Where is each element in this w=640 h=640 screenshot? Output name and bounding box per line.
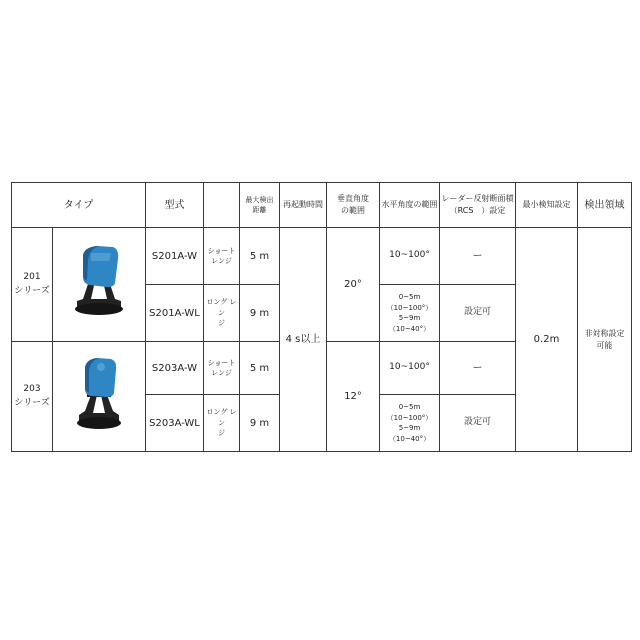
header-vertical-angle: 垂直角度 の範囲 bbox=[327, 183, 380, 228]
distance-cell: 5 m bbox=[240, 228, 280, 285]
horizontal-angle-cell: 0~5m （10~100°） 5~9m （10~40°） bbox=[380, 285, 440, 342]
model-cell: S203A-WL bbox=[146, 395, 204, 452]
model-cell: S203A-W bbox=[146, 342, 204, 395]
rcs-cell: 設定可 bbox=[440, 395, 516, 452]
restart-time-cell: 4 s以上 bbox=[280, 228, 327, 452]
series-name-201: 201 シリーズ bbox=[12, 228, 53, 342]
rcs-cell: 設定可 bbox=[440, 285, 516, 342]
model-cell: S201A-W bbox=[146, 228, 204, 285]
sensor-head bbox=[85, 358, 116, 397]
sensor-head bbox=[83, 246, 118, 287]
vertical-angle-203: 12° bbox=[327, 342, 380, 452]
header-detect-area: 検出領域 bbox=[578, 183, 632, 228]
header-row bbox=[12, 183, 632, 228]
spec-table bbox=[11, 182, 632, 452]
sensor-stand bbox=[77, 391, 121, 429]
radar-sensor-203-icon bbox=[69, 353, 129, 441]
range-type-cell: ロング レン ジ bbox=[204, 395, 240, 452]
rcs-cell: ー bbox=[440, 228, 516, 285]
product-image-203 bbox=[53, 342, 146, 452]
detect-area-cell: 非対称設定 可能 bbox=[578, 228, 632, 452]
model-cell: S201A-WL bbox=[146, 285, 204, 342]
range-type-cell: ショート レンジ bbox=[204, 228, 240, 285]
vertical-angle-201: 20° bbox=[327, 228, 380, 342]
radar-sensor-201-icon bbox=[69, 241, 129, 329]
range-type-cell: ショート レンジ bbox=[204, 342, 240, 395]
header-model: 型式 bbox=[146, 183, 204, 228]
header-rcs: レーダー反射断面積 （RCS ）設定 bbox=[440, 183, 516, 228]
series-name-203: 203 シリーズ bbox=[12, 342, 53, 452]
min-detect-cell: 0.2m bbox=[516, 228, 578, 452]
rcs-cell: ー bbox=[440, 342, 516, 395]
header-range-max: 最大検出 距離 bbox=[240, 183, 280, 228]
distance-cell: 9 m bbox=[240, 285, 280, 342]
header-horizontal-angle: 水平角度の範囲 bbox=[380, 183, 440, 228]
horizontal-angle-cell: 10~100° bbox=[380, 342, 440, 395]
header-type: タイプ bbox=[12, 183, 146, 228]
horizontal-angle-cell: 10~100° bbox=[380, 228, 440, 285]
header-blank bbox=[204, 183, 240, 228]
header-min-detect: 最小検知設定 bbox=[516, 183, 578, 228]
horizontal-angle-cell: 0~5m （10~100°） 5~9m （10~40°） bbox=[380, 395, 440, 452]
header-restart-time: 再起動時間 bbox=[280, 183, 327, 228]
distance-cell: 9 m bbox=[240, 395, 280, 452]
distance-cell: 5 m bbox=[240, 342, 280, 395]
product-image-201 bbox=[53, 228, 146, 342]
table-row bbox=[12, 228, 632, 285]
range-type-cell: ロング レン ジ bbox=[204, 285, 240, 342]
